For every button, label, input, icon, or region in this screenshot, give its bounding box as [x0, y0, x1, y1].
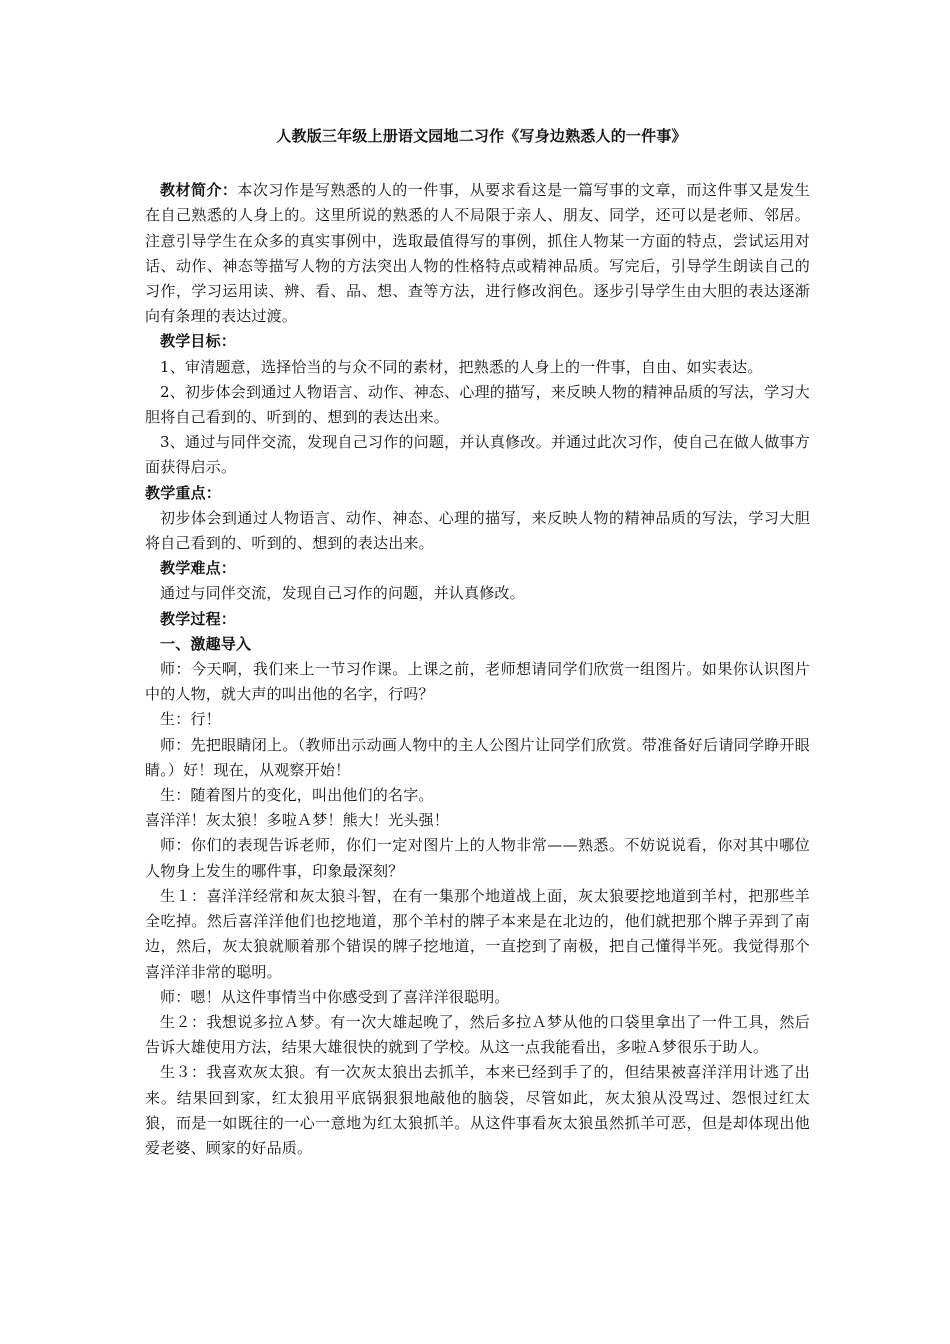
difficulty-heading: 教学难点：: [160, 559, 237, 578]
dialogue-line: 喜洋洋！灰太狼！多啦Ａ梦！熊大！光头强！: [145, 811, 450, 830]
section-heading-1: 一、激趣导入: [160, 634, 252, 653]
document-title: 人教版三年级上册语文园地二习作《写身边熟悉人的一件事》: [276, 127, 687, 145]
difficulty-text: 通过与同伴交流，发现自己习作的问题，并认真修改。: [160, 584, 525, 603]
goal-item: 1、审清题意，选择恰当的与众不同的素材，把熟悉的人身上的一件事，自由、如实表达。: [160, 357, 763, 376]
intro-text: 本次习作是写熟悉的人的一件事，从要求看这是一篇写事的文章，而这件事又是发生在自己熟悉的人身上的。这里所说的熟悉的人不局限于亲人、朋友、同学，还可以是老师、邻居。注意引导学生在众多的真实事例中，选取最值得写的事例，抓住人物某一方面的特点，尝试运用对话、动作、神态等描写人物的方法突出人物的性格特点或精神品质。写完后，引导学生朗读自己的习作，学习运用读、辨、看、品、想、查等方法，进行修改润色。逐步引导学生由大胆的表达逐渐向有条理的表达过渡。: [145, 181, 810, 326]
focus-text: 初步体会到通过人物语言、动作、神态、心理的描写，来反映人物的精神品质的写法，学习大胆将自己看到的、听到的、想到的表达出来。: [145, 508, 810, 553]
dialogue-line: 生３：我喜欢灰太狼。有一次灰太狼出去抓羊，本来已经到手了的，但结果被喜洋洋用计逃了出来。结果回到家，红太狼用平底锅狠狠地敲他的脑袋，尽管如此，灰太狼从没骂过、怨恨过红太狼，而是一如既往的一心一意地为红太狼抓羊。从这件事看灰太狼虽然抓羊可恶，但是却体现出他爱老婆、顾家的好品质。: [145, 1063, 810, 1157]
process-heading: 教学过程：: [160, 609, 237, 628]
dialogue-line: 生：行！: [160, 710, 221, 729]
intro-label: 教材简介：: [160, 181, 238, 200]
dialogue-line: 师：今天啊，我们来上一节习作课。上课之前，老师想请同学们欣赏一组图片。如果你认识图片中的人物，就大声的叫出他的名字，行吗？: [145, 660, 810, 704]
dialogue-line: 生２：我想说多拉Ａ梦。有一次大雄起晚了，然后多拉Ａ梦从他的口袋里拿出了一件工具，然后告诉大雄使用方法，结果大雄很快的就到了学校。从这一点我能看出，多啦Ａ梦很乐于助人。: [145, 1012, 810, 1057]
goal-item: 3、通过与同伴交流，发现自己习作的问题，并认真修改。并通过此次习作，使自己在做人做事方面获得启示。: [145, 433, 810, 477]
dialogue-line: 生１：喜洋洋经常和灰太狼斗智，在有一集那个地道战上面，灰太狼要挖地道到羊村，把那些羊全吃掉。然后喜洋洋他们也挖地道，那个羊村的牌子本来是在北边的，他们就把那个牌子弄到了南边，然后，灰太狼就顺着那个错误的牌子挖地道，一直挖到了南极，把自己懂得半死。我觉得那个喜洋洋非常的聪明。: [145, 886, 810, 981]
dialogue-line: 生：随着图片的变化，叫出他们的名字。: [160, 786, 434, 805]
document-page: [145, 124, 810, 1161]
intro-paragraph: [145, 178, 810, 329]
dialogue-line: 师：你们的表现告诉老师，你们一定对图片上的人物非常——熟悉。不妨说说看，你对其中哪位人物身上发生的哪件事，印象最深刻？: [145, 836, 810, 880]
dialogue-line: 师：嗯！从这件事情当中你感受到了喜洋洋很聪明。: [160, 987, 510, 1006]
goal-item: 2、初步体会到通过人物语言、动作、神态、心理的描写，来反映人物的精神品质的写法，学习大胆将自己看到的、听到的、想到的表达出来。: [145, 382, 810, 427]
goals-heading: 教学目标：: [160, 332, 237, 351]
focus-heading: 教学重点：: [145, 483, 222, 502]
dialogue-line: 师：先把眼睛闭上。（教师出示动画人物中的主人公图片让同学们欣赏。带准备好后请同学睁开眼睛。）好！现在，从观察开始！: [145, 735, 810, 779]
